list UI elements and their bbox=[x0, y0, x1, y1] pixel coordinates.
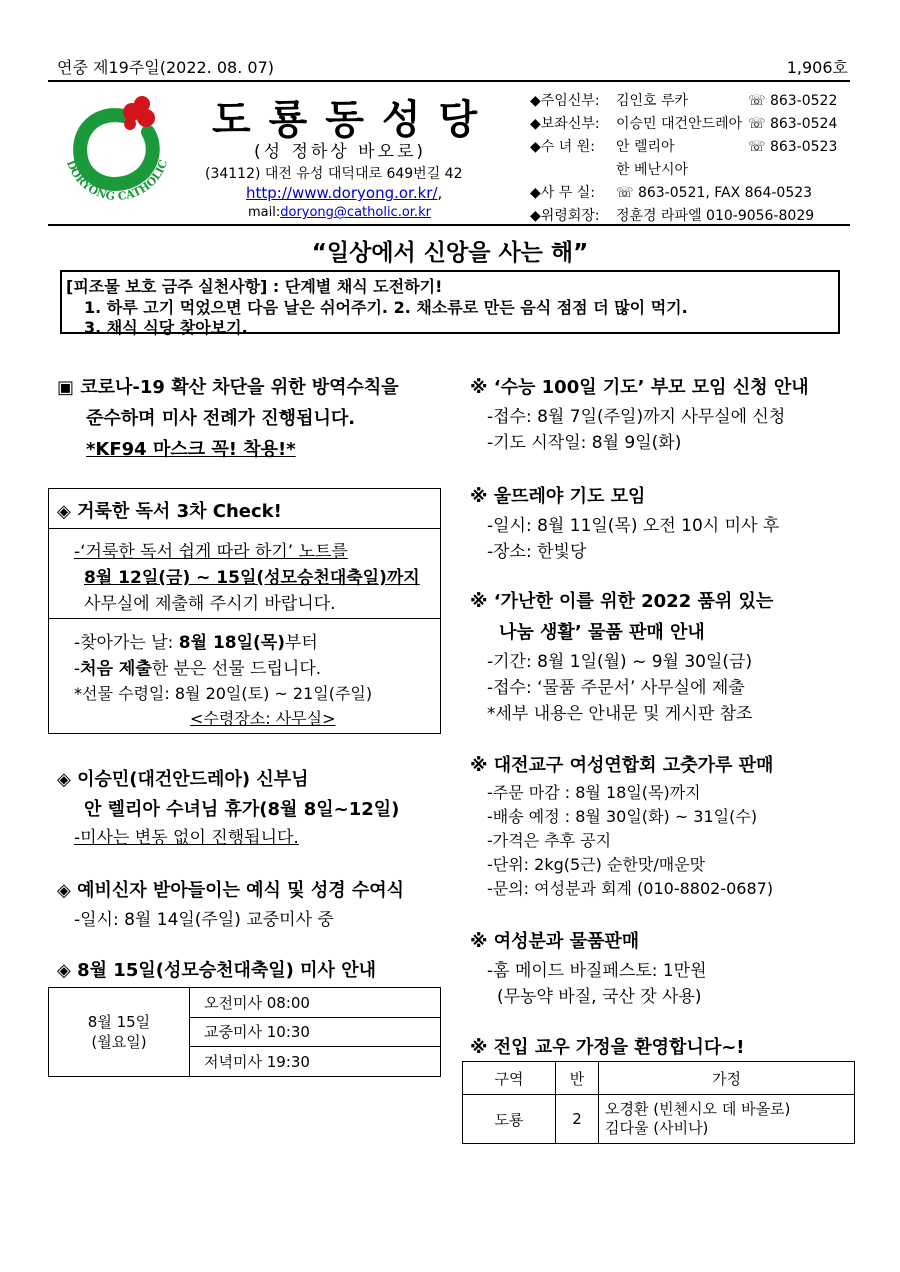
family-member: 김다울 (사비나) bbox=[605, 1119, 709, 1137]
mass-date-text: 8월 15일 bbox=[87, 1013, 151, 1031]
reading-divider bbox=[48, 528, 441, 529]
staff-name: 김인호 루카 bbox=[616, 93, 689, 109]
eco-item: 3. 채식 식당 찾아보기. bbox=[84, 318, 248, 337]
col-ban: 반 bbox=[556, 1062, 599, 1095]
poor-line: -접수: ‘물품 주문서’ 사무실에 제출 bbox=[487, 678, 745, 698]
table-row bbox=[463, 1095, 855, 1144]
mass-date bbox=[49, 988, 190, 1077]
welcome-table bbox=[462, 1061, 855, 1144]
poor-title: ※ ‘가난한 이를 위한 2022 품위 있는 bbox=[470, 591, 774, 612]
cell-ban: 2 bbox=[556, 1095, 599, 1144]
website-suffix: , bbox=[437, 184, 443, 202]
staff-name: 안 렐리아 bbox=[616, 139, 675, 155]
women-line: -홈 메이드 바질페스토: 1만원 bbox=[487, 961, 707, 981]
reading-text: -찾아가는 날: bbox=[74, 633, 179, 653]
staff-name: 이승민 대건안드레아 bbox=[616, 116, 743, 132]
reading-deadline: 8월 12일(금) ~ 15일(성모승천대축일)까지 bbox=[84, 568, 420, 588]
staff-phone: ☏ 863-0523 bbox=[748, 139, 838, 155]
creation-care-box bbox=[60, 270, 840, 337]
assumption-title: ◈ 8월 15일(성모승천대축일) 미사 안내 bbox=[57, 960, 376, 981]
table-header-row bbox=[463, 1062, 855, 1095]
issue-date: 연중 제19주일(2022. 08. 07) bbox=[57, 58, 274, 77]
family-member: 오경환 (빈첸시오 데 바올로) bbox=[605, 1100, 791, 1118]
pepper-line: -가격은 추후 공지 bbox=[487, 831, 612, 850]
reading-text: 한 분은 선물 드립니다. bbox=[151, 659, 322, 679]
website bbox=[246, 184, 442, 202]
church-address: (34112) 대전 유성 대덕대로 649번길 42 bbox=[205, 166, 463, 182]
pepper-line: -문의: 여성분과 회계 (010-8802-0687) bbox=[487, 879, 774, 898]
poor-line: -기간: 8월 1일(월) ~ 9월 30일(금) bbox=[487, 652, 753, 672]
staff-role: ◆위령회장: bbox=[530, 208, 600, 224]
staff-phone: ☏ 863-0524 bbox=[748, 116, 838, 132]
ultreya-title: ※ 울뜨레야 기도 모임 bbox=[470, 486, 646, 507]
poor-title: 나눔 생활’ 물품 판매 안내 bbox=[499, 622, 705, 643]
reading-line bbox=[84, 563, 420, 588]
website-link[interactable]: http://www.doryong.or.kr/ bbox=[246, 184, 438, 202]
email-label: mail: bbox=[248, 205, 281, 220]
church-logo bbox=[52, 88, 182, 218]
reading-line bbox=[190, 706, 335, 729]
vacation-notice: ◈ 이승민(대건안드레아) 신부님 bbox=[57, 769, 309, 790]
mass-time: 교중미사 10:30 bbox=[190, 1017, 441, 1047]
reading-line bbox=[74, 628, 318, 653]
staff-name: 정훈경 라파엘 010-9056-8029 bbox=[616, 208, 815, 224]
ultreya-line: -일시: 8월 11일(목) 오전 10시 미사 후 bbox=[487, 516, 780, 536]
covid-mask bbox=[86, 435, 296, 461]
covid-notice: 준수하며 미사 전례가 진행됩니다. bbox=[86, 408, 356, 429]
pepper-title: ※ 대전교구 여성연합회 고춧가루 판매 bbox=[470, 755, 774, 776]
email-link[interactable]: doryong@catholic.or.kr bbox=[280, 205, 431, 220]
top-rule bbox=[48, 80, 850, 82]
col-area: 구역 bbox=[463, 1062, 556, 1095]
catechumen-notice: ◈ 예비신자 받아들이는 예식 및 성경 수여식 bbox=[57, 880, 405, 901]
reading-emph: 처음 제출 bbox=[80, 659, 152, 679]
reading-title: ◈ 거룩한 독서 3차 Check! bbox=[57, 501, 282, 522]
pepper-line: -단위: 2kg(5근) 순한맛/매운맛 bbox=[487, 855, 706, 874]
suneung-line: -접수: 8월 7일(주일)까지 사무실에 신청 bbox=[487, 407, 786, 427]
staff-role: ◆사 무 실: bbox=[530, 185, 595, 201]
table-row bbox=[49, 988, 441, 1018]
vacation-note bbox=[74, 823, 299, 848]
year-motto: “일상에서 신앙을 사는 해” bbox=[311, 240, 589, 266]
mass-time: 오전미사 08:00 bbox=[190, 988, 441, 1018]
mass-day-text: (월요일) bbox=[91, 1033, 147, 1051]
mask-text: *KF94 마스크 꼭! 착용!* bbox=[86, 439, 296, 460]
catechumen-date: -일시: 8월 14일(주일) 교중미사 중 bbox=[74, 910, 334, 930]
reading-line: 사무실에 제출해 주시기 바랍니다. bbox=[84, 594, 336, 614]
reading-text: -‘거룩한 독서 쉽게 따라 하기’ 노트를 bbox=[74, 542, 348, 562]
cell-family bbox=[599, 1095, 855, 1144]
pepper-line: -주문 마감 : 8월 18일(목)까지 bbox=[487, 783, 701, 802]
email bbox=[248, 205, 431, 220]
pickup-place: <수령장소: 사무실> bbox=[190, 709, 336, 728]
suneung-line: -기도 시작일: 8월 9일(화) bbox=[487, 433, 682, 453]
staff-phone: ☏ 863-0522 bbox=[748, 93, 838, 109]
eco-heading: [피조물 보호 금주 실천사항] : 단계별 채식 도전하기! bbox=[66, 277, 443, 296]
eco-item: 1. 하루 고기 먹었으면 다음 날은 쉬어주기. 2. 채소류로 만든 음식 점점 더 많이 먹기. bbox=[84, 298, 688, 317]
reading-line bbox=[74, 654, 321, 679]
vacation-notice: 안 렐리아 수녀님 휴가(8월 8일~12일) bbox=[84, 799, 400, 820]
covid-notice: ▣ 코로나-19 확산 차단을 위한 방역수칙을 bbox=[57, 377, 399, 398]
assumption-mass-table bbox=[48, 987, 441, 1077]
svg-text:DORYONG CATHOLIC: DORYONG CATHOLIC bbox=[63, 158, 171, 204]
parish-name: 도룡동성당 bbox=[212, 96, 496, 143]
staff-name: ☏ 863-0521, FAX 864-0523 bbox=[616, 185, 813, 201]
reading-line bbox=[74, 537, 348, 562]
staff-role: ◆주임신부: bbox=[530, 93, 600, 109]
reading-text: - bbox=[74, 659, 81, 679]
patron-saint: (성 정하상 바오로) bbox=[254, 142, 427, 162]
pepper-line: -배송 예정 : 8월 30일(화) ~ 31일(수) bbox=[487, 807, 758, 826]
staff-role: ◆보좌신부: bbox=[530, 116, 600, 132]
reading-line: *선물 수령일: 8월 20일(토) ~ 21일(주일) bbox=[74, 684, 373, 703]
women-line: (무농약 바질, 국산 잣 사용) bbox=[497, 987, 702, 1007]
issue-number: 1,906호 bbox=[786, 58, 848, 77]
cell-area: 도룡 bbox=[463, 1095, 556, 1144]
col-family: 가정 bbox=[599, 1062, 855, 1095]
suneung-title: ※ ‘수능 100일 기도’ 부모 모임 신청 안내 bbox=[470, 377, 809, 398]
staff-role: ◆수 녀 원: bbox=[530, 139, 595, 155]
staff-name: 한 베난시아 bbox=[616, 162, 689, 178]
welcome-title: ※ 전입 교우 가정을 환영합니다~! bbox=[470, 1037, 745, 1058]
reading-divider bbox=[48, 618, 441, 619]
women-title: ※ 여성분과 물품판매 bbox=[470, 931, 640, 952]
poor-line: *세부 내용은 안내문 및 게시판 참조 bbox=[487, 704, 753, 724]
mass-time: 저녁미사 19:30 bbox=[190, 1047, 441, 1077]
vacation-text: -미사는 변동 없이 진행됩니다. bbox=[74, 828, 299, 848]
reading-text: 부터 bbox=[285, 633, 318, 653]
reading-date: 8월 18일(목) bbox=[178, 633, 285, 653]
ultreya-line: -장소: 한빛당 bbox=[487, 542, 587, 562]
masthead-rule bbox=[48, 224, 850, 226]
